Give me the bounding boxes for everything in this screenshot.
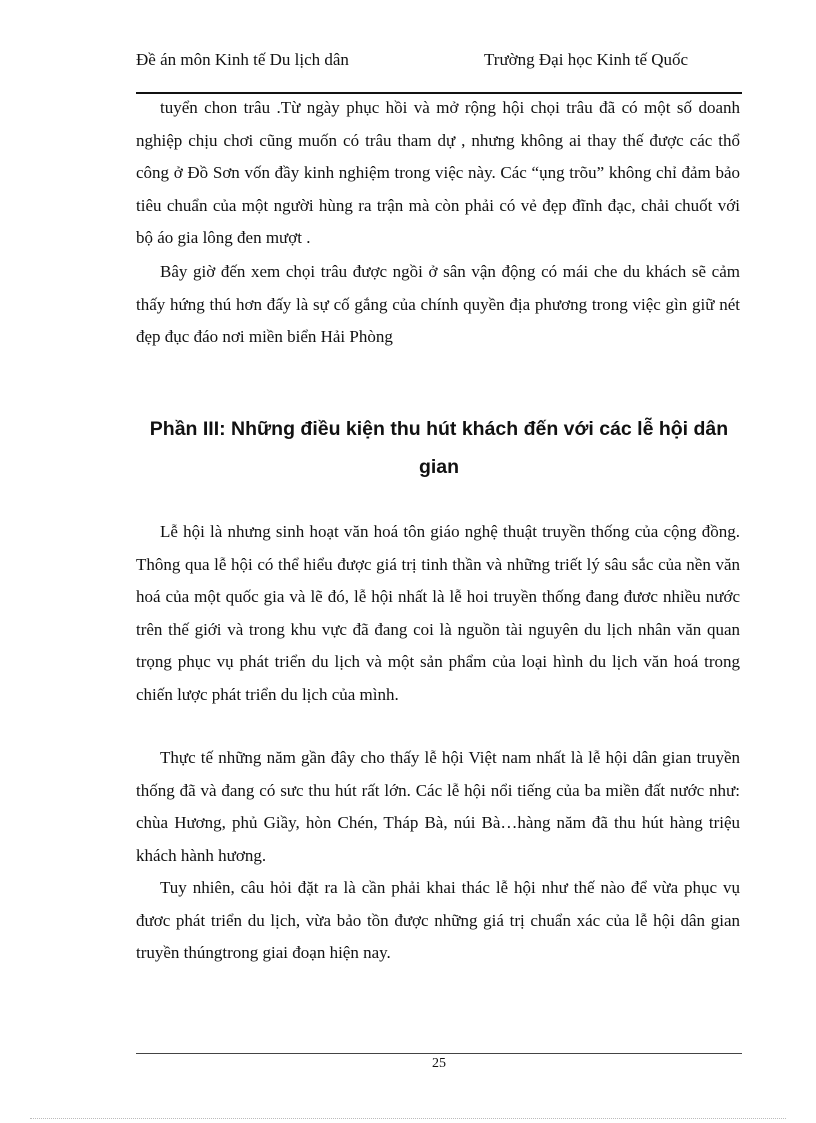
paragraph-festival-attraction: Thực tế những năm gần đây cho thấy lễ hội Việt nam nhất là lễ hội dân gian truyền thống đã và đang có sưc thu hút rất lớn. Các lễ hội nổi tiếng của ba miền đất nước như: chùa Hương, phủ Giầy, hòn Chén, Tháp Bà, núi Bà…hàng năm đã thu hút hàng triệu khách hành hương. [136,748,740,865]
footer-divider [136,1053,742,1054]
page-number: 25 [432,1056,446,1071]
paragraph-festival-question: Tuy nhiên, câu hỏi đặt ra là cần phải khai thác lễ hội như thế nào để vừa phục vụ đươc phát triển du lịch, vừa bảo tồn được những giá trị chuẩn xác của lễ hội dân gian truyền thúngtrong giai đoạn hiện nay. [136,878,740,962]
section-heading: Phần III: Những điều kiện thu hút khách đến với các lễ hội dân gian [149,418,729,478]
paragraph-stadium: Bây giờ đến xem chọi trâu được ngồi ở sân vận động có mái che du khách sẽ cảm thấy hứng thú hơn đấy là sự cố gắng của chính quyền địa phương trong việc gìn giữ nét đẹp đục đáo nơi miền biển Hải Phòng [136,262,740,346]
header-left-title: Đề án môn Kinh tế Du lịch dân [136,50,349,69]
paragraph-buffalo-selection: tuyển chon trâu .Từ ngày phục hồi và mở rộng hội chọi trâu đã có một số doanh nghiệp chịu chơi cũng muốn có trâu tham dự , nhưng không ai thay thế được các thổ công ở Đồ Sơn vốn đầy kinh nghiệm trong việc này. Các “ụng trõu” không chỉ đảm bảo tiêu chuẩn của một người hùng ra trận mà còn phải có vẻ đẹp đĩnh đạc, chải chuốt với bộ áo gia lông đen mượt . [136,98,740,247]
page-bottom-dotted-border [30,1118,786,1119]
paragraph-festival-definition: Lễ hội là nhưng sinh hoạt văn hoá tôn giáo nghệ thuật truyền thống của cộng đồng. Thông qua lễ hội có thể hiểu được giá trị tinh thần và những triết lý sâu sắc của nền văn hoá của một quốc gia và lẽ đó, lễ hội nhất là lễ hoi truyền thống đang đươc nhiều nước trên thế giới và trong khu vực đã đang coi là nguồn tài nguyên du lịch nhân văn quan trọng phục vụ phát triển du lịch và một sản phẩm của loại hình du lịch văn hoá trong chiến lược phát triển du lịch của mình. [136,522,740,704]
header-right-title: Trường Đại học Kinh tế Quốc [484,50,689,69]
